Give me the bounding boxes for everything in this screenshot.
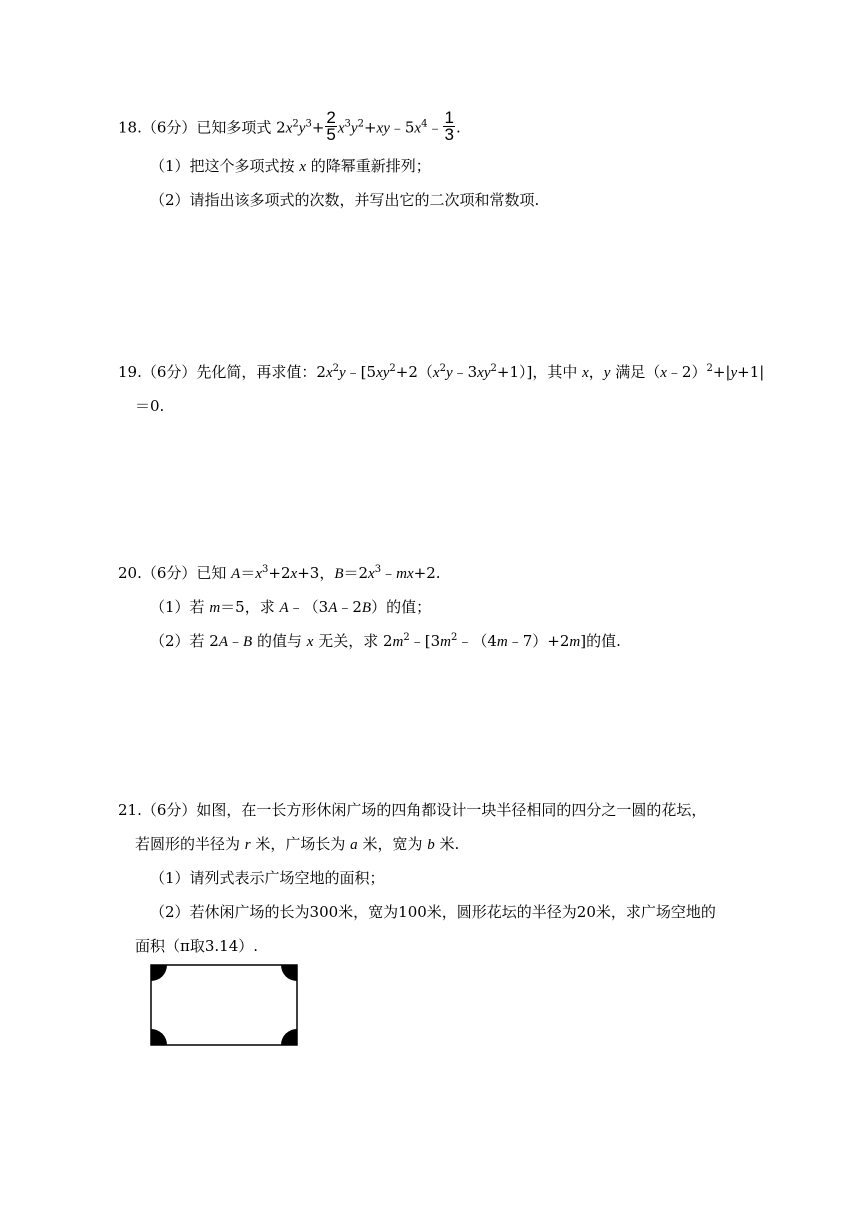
plaza-rectangle <box>151 965 297 1045</box>
q21-sub1: （1）请列式表示广场空地的面积； <box>150 869 385 887</box>
q20-stem: 20.（6分）已知 $A=x^3+2x+3$，$B=2x^3﹣mx+2$. <box>118 564 441 582</box>
q19-stem-cont: ＝0. <box>135 397 165 415</box>
q18-sub2: （2）请指出该多项式的次数，并写出它的二次项和常数项. <box>150 191 540 209</box>
q20-sub2: （2）若 2A﹣B 的值与 x 无关，求 $2m^2﹣[3m^2﹣(4m﹣7)+2m]$的值. <box>150 632 621 650</box>
fraction-one-third: $\frac{1}{3}$ <box>444 108 454 144</box>
corner-flowerbed-bottom-right <box>281 1029 297 1045</box>
q21-stem: 21.（6分）如图，在一长方形休闲广场的四角都设计一块半径相同的四分之一圆的花坛， <box>118 801 707 819</box>
q18-stem: 18.（6分）已知多项式 $2x^2y^3+$ $\frac{2}{5}$ $x^3y^2+xy﹣5x^4﹣$ $\frac{1}{3}$ . <box>118 108 461 144</box>
plaza-figure <box>150 964 300 1048</box>
corner-flowerbed-top-right <box>281 965 297 981</box>
q21-sub2: （2）若休闲广场的长为300米，宽为100米，圆形花坛的半径为20米，求广场空地的 <box>150 903 716 921</box>
fraction-two-fifths: $\frac{2}{5}$ <box>326 108 336 144</box>
q21-stem-cont: 若圆形的半径为 r 米，广场长为 a 米，宽为 b 米. <box>135 835 460 853</box>
q20-sub1: （1）若 m＝5，求 A﹣（3A﹣2B）的值； <box>150 598 432 616</box>
corner-flowerbed-bottom-left <box>151 1029 167 1045</box>
q18-sub1: （1）把这个多项式按 x 的降幂重新排列； <box>150 157 431 175</box>
q21-sub2-cont: 面积（π取3.14）. <box>135 937 259 955</box>
q19-stem: 19.（6分）先化简，再求值：$2x^2y﹣[5xy^2+2(x^2y﹣3xy^2+1)]$，其中 x，y 满足（x﹣2）$^2$+|y+1| <box>118 363 765 381</box>
corner-flowerbed-top-left <box>151 965 167 981</box>
